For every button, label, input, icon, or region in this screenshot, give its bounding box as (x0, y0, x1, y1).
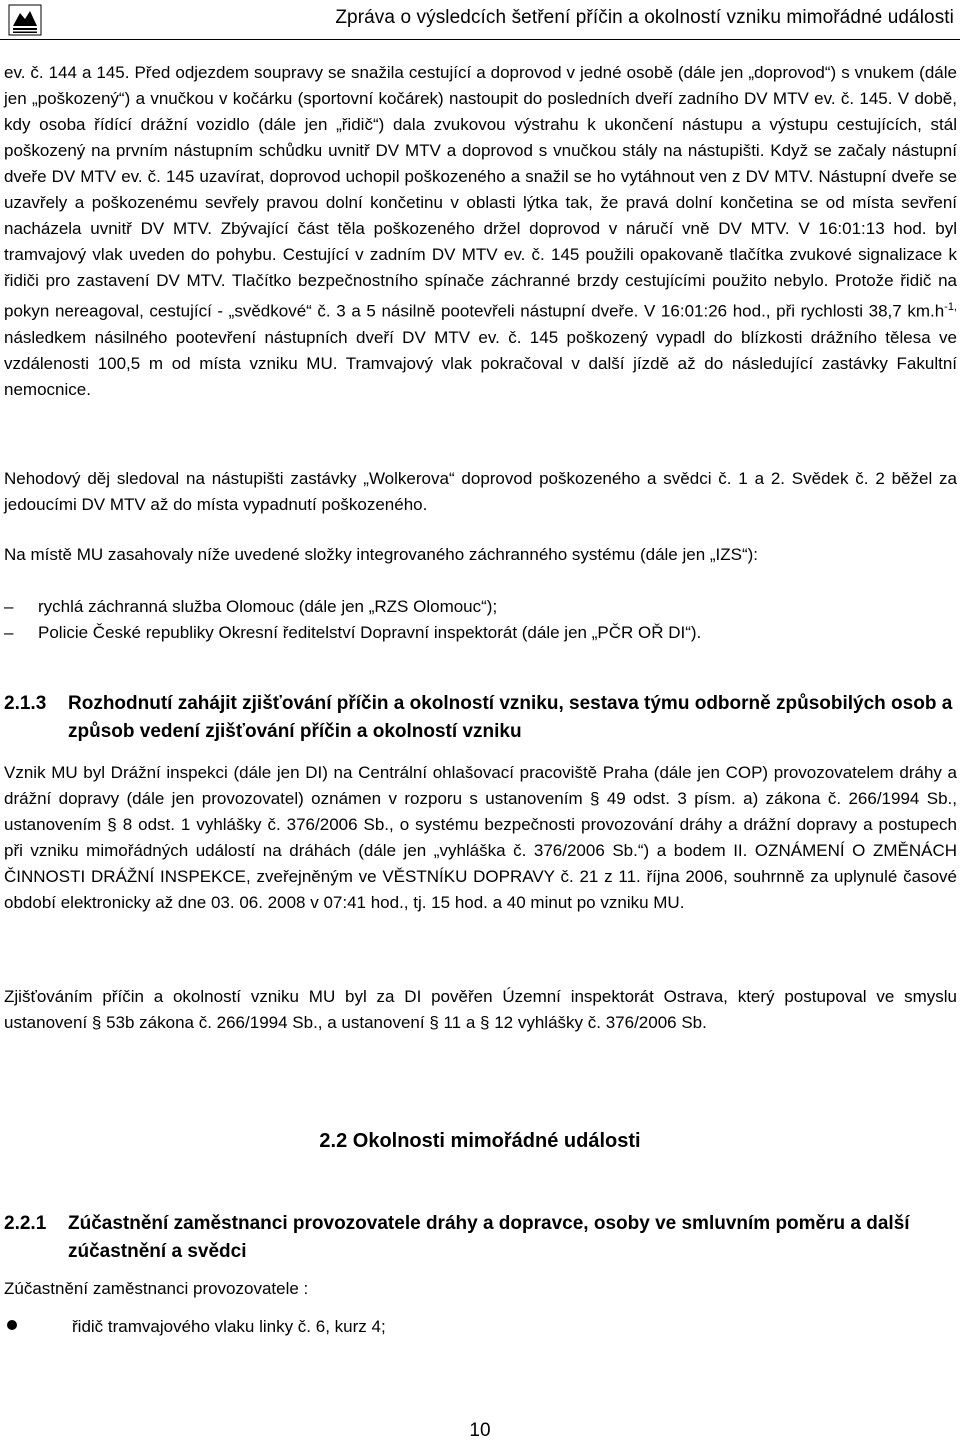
paragraph-employees: Zúčastnění zaměstnanci provozovatele : (4, 1279, 309, 1298)
page-number: 10 (469, 1420, 491, 1441)
paragraph-notification: Vznik MU byl Drážní inspekci (dále jen DI) na Centrální ohlašovací pracoviště Praha (dále jen COP) provozovatelem dráhy a drážní dopravy (dále jen provozovatel) oznámen v rozporu s ustanovením § 49 odst. 3 písm. a) zákona č. 266/1994 Sb., ustanovením § 8 odst. 1 vyhlášky č. 376/2006 Sb., o systému bezpečnosti provozování dráhy a drážní dopravy a postupech při vzniku mimořádných událostí na dráhách (dále jen „vyhláška č. 376/2006 Sb.“) a bodem II. OZNÁMENÍ O ZMĚNÁCH ČINNOSTI DRÁŽNÍ INSPEKCE, zveřejněným ve VĚSTNÍKU DOPRAVY č. 21 z 11. října 2006, souhrnně za uplynulé časové období elektronicky až dne 03. 06. 2008 v 07:41 hod., tj. 15 hod. a 40 minut po vzniku MU. (4, 763, 957, 912)
list-item-text: řidič tramvajového vlaku linky č. 6, kurz 4; (72, 1317, 386, 1336)
header-title: Zpráva o výsledcích šetření příčin a okolností vzniku mimořádné události (335, 7, 954, 28)
paragraph-text-tail: následkem násilného pootevření nástupních dveří DV MTV ev. č. 145 poškozený vypadl do blízkosti drážního tělesa ve vzdálenosti 100,5 m od místa vzniku MU. Tramvajový vlak pokračoval v další jízdě až do následující zastávky Fakultní nemocnice. (4, 327, 957, 399)
list-item (4, 594, 497, 620)
paragraph-izs: Na místě MU zasahovaly níže uvedené složky integrovaného záchranného systému (dále jen „IZS“): (4, 545, 759, 564)
bullet-icon (7, 1320, 17, 1330)
section-heading-2-2-1 (4, 1210, 954, 1266)
section-heading-2-1-3 (4, 690, 954, 746)
section-heading-2-2: 2.2 Okolnosti mimořádné události (319, 1130, 641, 1152)
section-title: Rozhodnutí zahájit zjišťování příčin a okolností vzniku, sestava týmu odborně způsobilých osob a způsob vedení zjišťování příčin a okolností vzniku (68, 693, 953, 742)
superscript: -1, (944, 301, 957, 313)
dash-marker: – (4, 597, 14, 616)
paragraph-incident-description (4, 60, 957, 403)
list-item-text: rychlá záchranná služba Olomouc (dále jen „RZS Olomouc“); (38, 597, 498, 616)
paragraph-text: ev. č. 144 a 145. Před odjezdem soupravy se snažila cestující a doprovod v jedné osobě (dále jen „doprovod“) s vnukem (dále jen „poškozený“) a vnučkou v kočárku (sportovní kočárek) nastoupit do posledních dveří zadního DV MTV ev. č. 145. V době, kdy osoba řídící drážní vozidlo (dále jen „řidič“) dala zvukovou výstrahu k ukončení nástupu a výstupu cestujících, stál poškozený na prvním nástupním schůdku uvnitř DV MTV a doprovod s vnučkou stály na nástupišti. Když se začaly nástupní dveře DV MTV ev. č. 145 uzavírat, doprovod uchopil poškozeného a snažil se ho vytáhnout ven z DV MTV. Nástupní dveře se uzavřely a poškozenému sevřely pravou dolní končetinu v oblasti lýtka tak, že pravá dolní končetina se od místa sevření nacházela uvnitř DV MTV. Zbývající část těla poškozeného držel doprovod v náručí vně DV MTV. V 16:01:13 hod. byl tramvajový vlak uveden do pohybu. Cestující v zadním DV MTV ev. č. 145 použili opakovaně tlačítka zvukové signalizace k řidiči pro zastavení DV MTV. Tlačítko bezpečnostního spínače záchranné brzdy cestujícími použito nebylo. Protože řidič na pokyn nereagoval, cestující - „svědkové“ č. 3 a 5 násilně pootevřeli nástupní dveře. V 16:01:26 hod., při rychlosti 38,7 km.h (4, 63, 957, 321)
list-item (4, 1314, 386, 1340)
list-item (4, 620, 701, 646)
paragraph-investigation: Zjišťováním příčin a okolností vzniku MU byl za DI pověřen Územní inspektorát Ostrava, který postupoval ve smyslu ustanovení § 53b zákona č. 266/1994 Sb., a ustanovení § 11 a § 12 vyhlášky č. 376/2006 Sb. (4, 987, 957, 1032)
page-header (0, 0, 960, 40)
dash-marker: – (4, 623, 14, 642)
section-title: Zúčastnění zaměstnanci provozovatele dráhy a dopravce, osoby ve smluvním poměru a další zúčastnění a svědci (68, 1213, 910, 1262)
list-item-text: Policie České republiky Okresní ředitelství Dopravní inspektorát (dále jen „PČR OŘ DI“). (38, 623, 702, 642)
drazni-inspekce-logo-icon (8, 4, 42, 36)
paragraph-witnesses: Nehodový děj sledoval na nástupišti zastávky „Wolkerova“ doprovod poškozeného a svědci č. 1 a 2. Svědek č. 2 běžel za jedoucími DV MTV až do místa vypadnutí poškozeného. (4, 469, 957, 514)
section-number: 2.1.3 (4, 693, 47, 714)
header-divider (0, 39, 960, 40)
section-number: 2.2.1 (4, 1213, 47, 1234)
